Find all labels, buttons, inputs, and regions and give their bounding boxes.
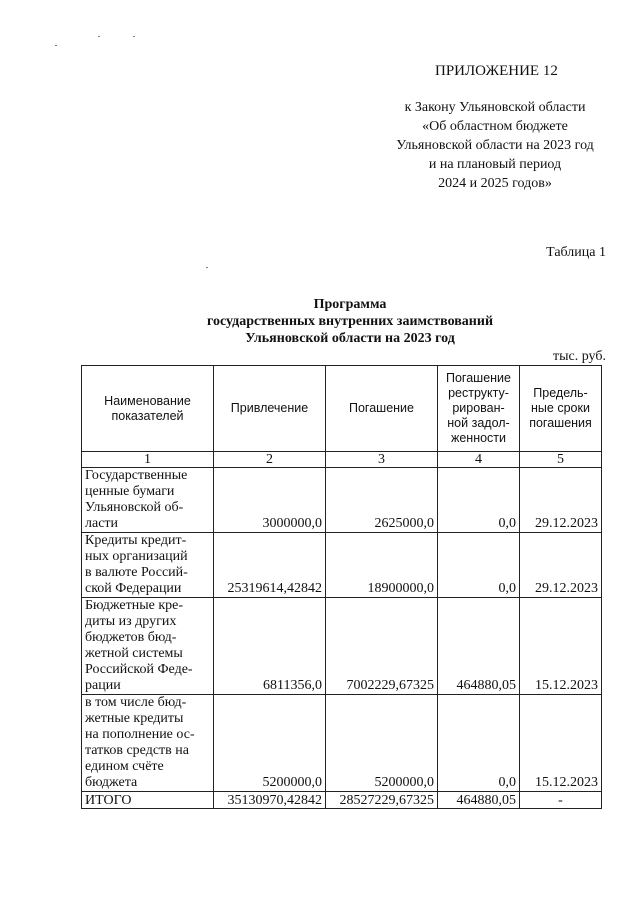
column-number: 5 [520,452,602,468]
column-number: 2 [214,452,326,468]
table-row [82,695,602,792]
scan-speck [133,36,135,37]
title-line: государственных внутренних заимствований [206,314,494,329]
law-line: и на плановый период [428,157,562,172]
scan-speck [98,36,100,37]
attraction-value: 5200000,0 [214,695,326,792]
title-line: Программа [313,297,387,312]
column-number: 1 [82,452,214,468]
total-row [82,792,602,809]
document-title [150,296,550,347]
restructured-value: 464880,05 [438,598,520,695]
deadline-value: 15.12.2023 [520,598,602,695]
restructured-value: 0,0 [438,695,520,792]
row-name: Бюджетные кре- диты из других бюджетов бюд- жетной системы Российской Феде- рации [82,598,214,695]
law-reference [370,98,620,193]
table-header-row [82,366,602,452]
law-line: «Об областном бюджете [422,119,568,134]
appendix-label: ПРИЛОЖЕНИЕ 12 [435,63,558,79]
units-label: тыс. руб. [553,349,606,364]
table-number: Таблица 1 [546,245,606,260]
scan-speck [206,267,208,268]
row-name: Государственные ценные бумаги Ульяновской об- ласти [82,468,214,533]
row-name: в том числе бюд- жетные кредиты на пополнение ос- татков средств на едином счёте бюджета [82,695,214,792]
table-row [82,468,602,533]
total-restructured: 464880,05 [438,792,520,809]
col-header-name: Наименование показателей [82,366,214,452]
law-line: Ульяновской области на 2023 год [396,138,594,153]
repayment-value: 18900000,0 [326,533,438,598]
restructured-value: 0,0 [438,533,520,598]
title-line: Ульяновской области на 2023 год [245,331,455,346]
restructured-value: 0,0 [438,468,520,533]
law-line: к Закону Ульяновской области [404,100,586,115]
attraction-value: 3000000,0 [214,468,326,533]
repayment-value: 7002229,67325 [326,598,438,695]
table-row [82,598,602,695]
row-name: Кредиты кредит- ных организаций в валюте Россий- ской Федерации [82,533,214,598]
repayment-value: 2625000,0 [326,468,438,533]
total-deadline: - [520,792,602,809]
borrowing-table [81,365,602,809]
total-label: ИТОГО [82,792,214,809]
deadline-value: 29.12.2023 [520,468,602,533]
repayment-value: 5200000,0 [326,695,438,792]
deadline-value: 15.12.2023 [520,695,602,792]
col-header-deadline: Предель- ные сроки погашения [520,366,602,452]
col-header-restructured: Погашение реструкту- рирован- ной задол- женности [438,366,520,452]
col-header-attraction: Привлечение [214,366,326,452]
column-number: 4 [438,452,520,468]
col-header-repayment: Погашение [326,366,438,452]
scan-speck [55,45,57,46]
column-number-row [82,452,602,468]
total-repayment: 28527229,67325 [326,792,438,809]
attraction-value: 6811356,0 [214,598,326,695]
column-number: 3 [326,452,438,468]
table-row [82,533,602,598]
attraction-value: 25319614,42842 [214,533,326,598]
total-attraction: 35130970,42842 [214,792,326,809]
deadline-value: 29.12.2023 [520,533,602,598]
law-line: 2024 и 2025 годов» [438,176,552,191]
